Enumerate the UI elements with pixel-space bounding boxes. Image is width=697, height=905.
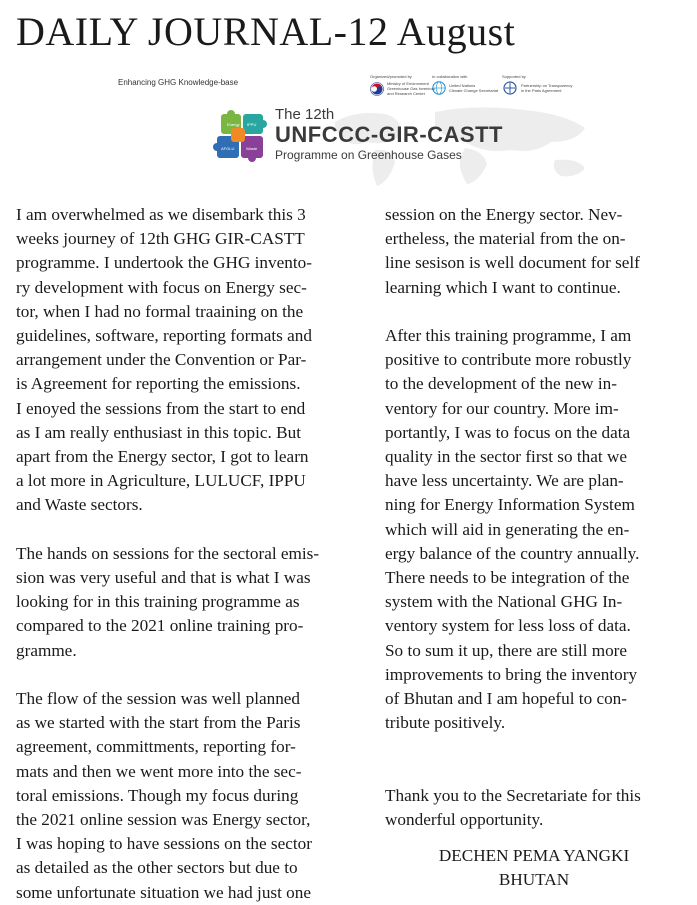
partner-text: Partnership on Transparency — [521, 83, 573, 88]
partner-text: Greenhouse Gas Inventory — [387, 86, 436, 91]
article-left-column — [16, 203, 364, 905]
paragraph-line: learning which I want to continue. — [385, 277, 621, 297]
paragraph-line: as we started with the start from the Paris — [16, 713, 301, 733]
paragraph-line: to the development of the new in- — [385, 374, 617, 394]
partner-text: Climate Change Secretariat — [449, 88, 499, 93]
paragraph-line: the 2021 online session was Energy sector, — [16, 810, 311, 830]
author-name: DECHEN PEMA YANGKI — [438, 846, 630, 866]
paragraph-line: is Agreement for reporting the emissions. — [16, 374, 301, 394]
logo-line-edition: The 12th — [275, 106, 335, 123]
paragraph-line: After this training programme, I am — [385, 326, 632, 345]
paragraph-line: of Bhutan and I am hopeful to con- — [385, 689, 627, 709]
paragraph-line: session on the Energy sector. Nev- — [385, 205, 623, 224]
paragraph-line: There needs to be integration of the — [385, 568, 630, 588]
paragraph-line: a lot more in Agriculture, LULUCF, IPPU — [16, 471, 306, 491]
paragraph-line: compared to the 2021 online training pro- — [16, 616, 304, 636]
paragraph-gap — [16, 518, 364, 542]
paragraph-line: sion was very useful and that is what I was — [16, 568, 311, 588]
paragraph-line: line sesison is well document for self — [385, 253, 640, 273]
paragraph-line: The flow of the session was well planned — [16, 689, 301, 709]
page-title: DAILY JOURNAL-12 August — [16, 9, 516, 54]
partner-text: United Nations — [449, 83, 476, 88]
paragraph-line: and Waste sectors. — [16, 495, 143, 515]
paragraph-line: ventory for our country. More im- — [385, 398, 619, 418]
paragraph-line: wonderful opportunity. — [385, 810, 544, 830]
paragraph-line: ergy balance of the country annually. — [385, 543, 640, 563]
paragraph-line: I was hoping to have sessions on the sector — [16, 834, 312, 854]
paragraph-line: Thank you to the Secretariate for this — [385, 785, 641, 805]
paragraph-line: programme. I undertook the GHG invento- — [16, 253, 312, 273]
unfccc-globe-icon — [432, 81, 446, 95]
partner-text: in the Paris Agreement — [521, 88, 562, 93]
tagline: Enhancing GHG Knowledge-base — [118, 78, 239, 87]
paragraph-line: ertheless, the material from the on- — [385, 229, 626, 249]
paragraph-line: system with the National GHG In- — [385, 592, 623, 612]
partner-unfccc — [432, 74, 498, 100]
puzzle-label: Waste — [246, 146, 258, 151]
partner-label: Organized/promoted by — [370, 74, 412, 79]
programme-logo — [205, 102, 625, 190]
paragraph-line: guidelines, software, reporting formats and — [16, 326, 312, 346]
partner-text: and Research Center — [387, 91, 426, 96]
signature-gap — [385, 832, 683, 844]
paragraph-gap — [385, 735, 683, 783]
puzzle-label: IPPU — [247, 122, 257, 127]
paragraph-line: weeks journey of 12th GHG GIR-CASTT — [16, 229, 305, 249]
paragraph-line: some unfortunate situation we had just one — [16, 882, 311, 902]
paragraph-line: portantly, I was to focus on the data — [385, 422, 631, 442]
paragraph-line: I am overwhelmed as we disembark this 3 — [16, 205, 306, 224]
partner-label: Supported by — [502, 74, 526, 79]
paragraph-line: as I am really enthusiast in this topic. But — [16, 422, 301, 442]
article-right-column — [385, 203, 683, 893]
paragraph-line: tor, when I had no formal traaining on the — [16, 301, 304, 321]
paragraph-line: ventory system for less loss of data. — [385, 616, 631, 636]
partner-label: In collaboration with — [432, 74, 468, 79]
paragraph-line: ning for Energy Information System — [385, 495, 635, 515]
puzzle-label: Energy — [227, 122, 240, 127]
paragraph-gap — [16, 663, 364, 687]
logo-line-subtitle: Programme on Greenhouse Gases — [275, 148, 462, 162]
author-country: BHUTAN — [498, 870, 570, 890]
paragraph-line: I enoyed the sessions from the start to end — [16, 398, 306, 418]
paragraph-line: as detailed as the other sectors but due to — [16, 858, 298, 878]
paragraph-line: The hands on sessions for the sectoral emis- — [16, 543, 320, 563]
paragraph-line: quality in the sector first so that we — [385, 447, 628, 467]
paragraph-line: ry development with focus on Energy sec- — [16, 277, 307, 297]
paragraph-line: tribute positively. — [385, 713, 506, 733]
puzzle-label: AFOLU — [221, 146, 235, 151]
paragraph-line: gramme. — [16, 640, 77, 660]
paragraph-line: apart from the Energy sector, I got to learn — [16, 447, 309, 467]
paragraph-line: have less uncertainty. We are plan- — [385, 471, 624, 491]
paragraph-line: So to sum it up, there are still more — [385, 640, 628, 660]
paragraph-line: mats and then we went more into the sec- — [16, 761, 302, 781]
partner-ministry — [370, 74, 435, 100]
paragraph-gap — [385, 300, 683, 324]
paragraph-line: looking for in this training programme as — [16, 592, 300, 612]
paragraph-line: arrangement under the Convention or Par- — [16, 350, 307, 370]
paragraph-line: positive to contribute more robustly — [385, 350, 632, 370]
partner-text: Ministry of Environment — [387, 81, 429, 86]
partner-pata — [502, 74, 572, 100]
pata-logo-icon — [502, 81, 518, 95]
logo-line-name: UNFCCC-GIR-CASTT — [275, 122, 503, 147]
paragraph-line: which will aid in generating the en- — [385, 519, 630, 539]
puzzle-emblem-icon — [213, 110, 269, 168]
korea-emblem-icon — [370, 82, 384, 96]
paragraph-line: agreement, committments, reporting for- — [16, 737, 296, 757]
paragraph-line: improvements to bring the inventory — [385, 664, 638, 684]
paragraph-line: toral emissions. Though my focus during — [16, 785, 299, 805]
